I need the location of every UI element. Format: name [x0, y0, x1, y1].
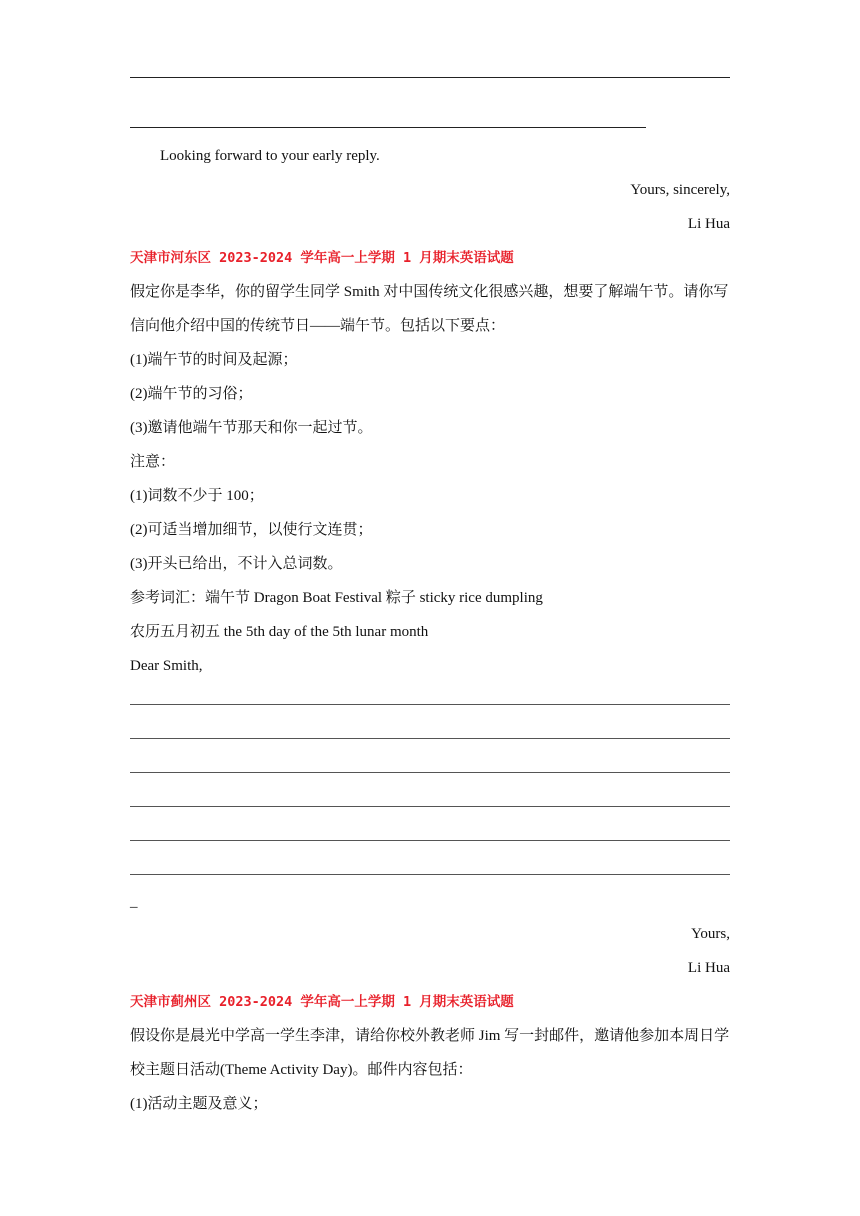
answer-line: [130, 127, 646, 128]
signoff: Yours,: [691, 926, 730, 942]
writing-line: [130, 738, 730, 739]
section-heading: 天津市河东区 2023-2024 学年高一上学期 1 月期末英语试题: [130, 250, 514, 266]
requirement-item: (1)活动主题及意义；: [130, 1096, 268, 1112]
writing-line: [130, 772, 730, 773]
note-item: (1)词数不少于 100；: [130, 488, 264, 504]
signoff: Yours, sincerely,: [630, 182, 730, 198]
signature: Li Hua: [687, 216, 730, 232]
prompt-text: 假设你是晨光中学高一学生李津，请给你校外教老师 Jim 写一封邮件，邀请他参加本周日学: [130, 1028, 730, 1044]
requirement-item: (3)邀请他端午节那天和你一起过节。: [130, 420, 373, 436]
signature: Li Hua: [687, 960, 730, 976]
prompt-text: 假定你是李华，你的留学生同学 Smith 对中国传统文化很感兴趣，想要了解端午节。请你写: [130, 284, 729, 300]
section-heading: 天津市蓟州区 2023-2024 学年高一上学期 1 月期末英语试题: [130, 994, 514, 1010]
requirement-item: (2)端午节的习俗；: [130, 386, 253, 402]
answer-line: [130, 77, 730, 78]
note-item: (2)可适当增加细节，以使行文连贯；: [130, 522, 373, 538]
writing-line: [130, 840, 730, 841]
vocabulary-line: 农历五月初五 the 5th day of the 5th lunar month: [130, 624, 429, 640]
writing-line-end: _: [130, 894, 138, 910]
prompt-text: 校主题日活动(Theme Activity Day)。邮件内容包括：: [130, 1062, 473, 1078]
salutation: Dear Smith,: [130, 658, 203, 674]
closing-line: Looking forward to your early reply.: [160, 148, 380, 164]
vocabulary-line: 参考词汇：端午节 Dragon Boat Festival 粽子 sticky rice dumpling: [130, 590, 543, 606]
note-item: (3)开头已给出，不计入总词数。: [130, 556, 343, 572]
prompt-text: 信向他介绍中国的传统节日——端午节。包括以下要点：: [130, 318, 506, 334]
writing-line: [130, 806, 730, 807]
writing-line: [130, 704, 730, 705]
requirement-item: (1)端午节的时间及起源；: [130, 352, 298, 368]
note-label: 注意：: [130, 454, 176, 470]
writing-line: [130, 874, 730, 875]
